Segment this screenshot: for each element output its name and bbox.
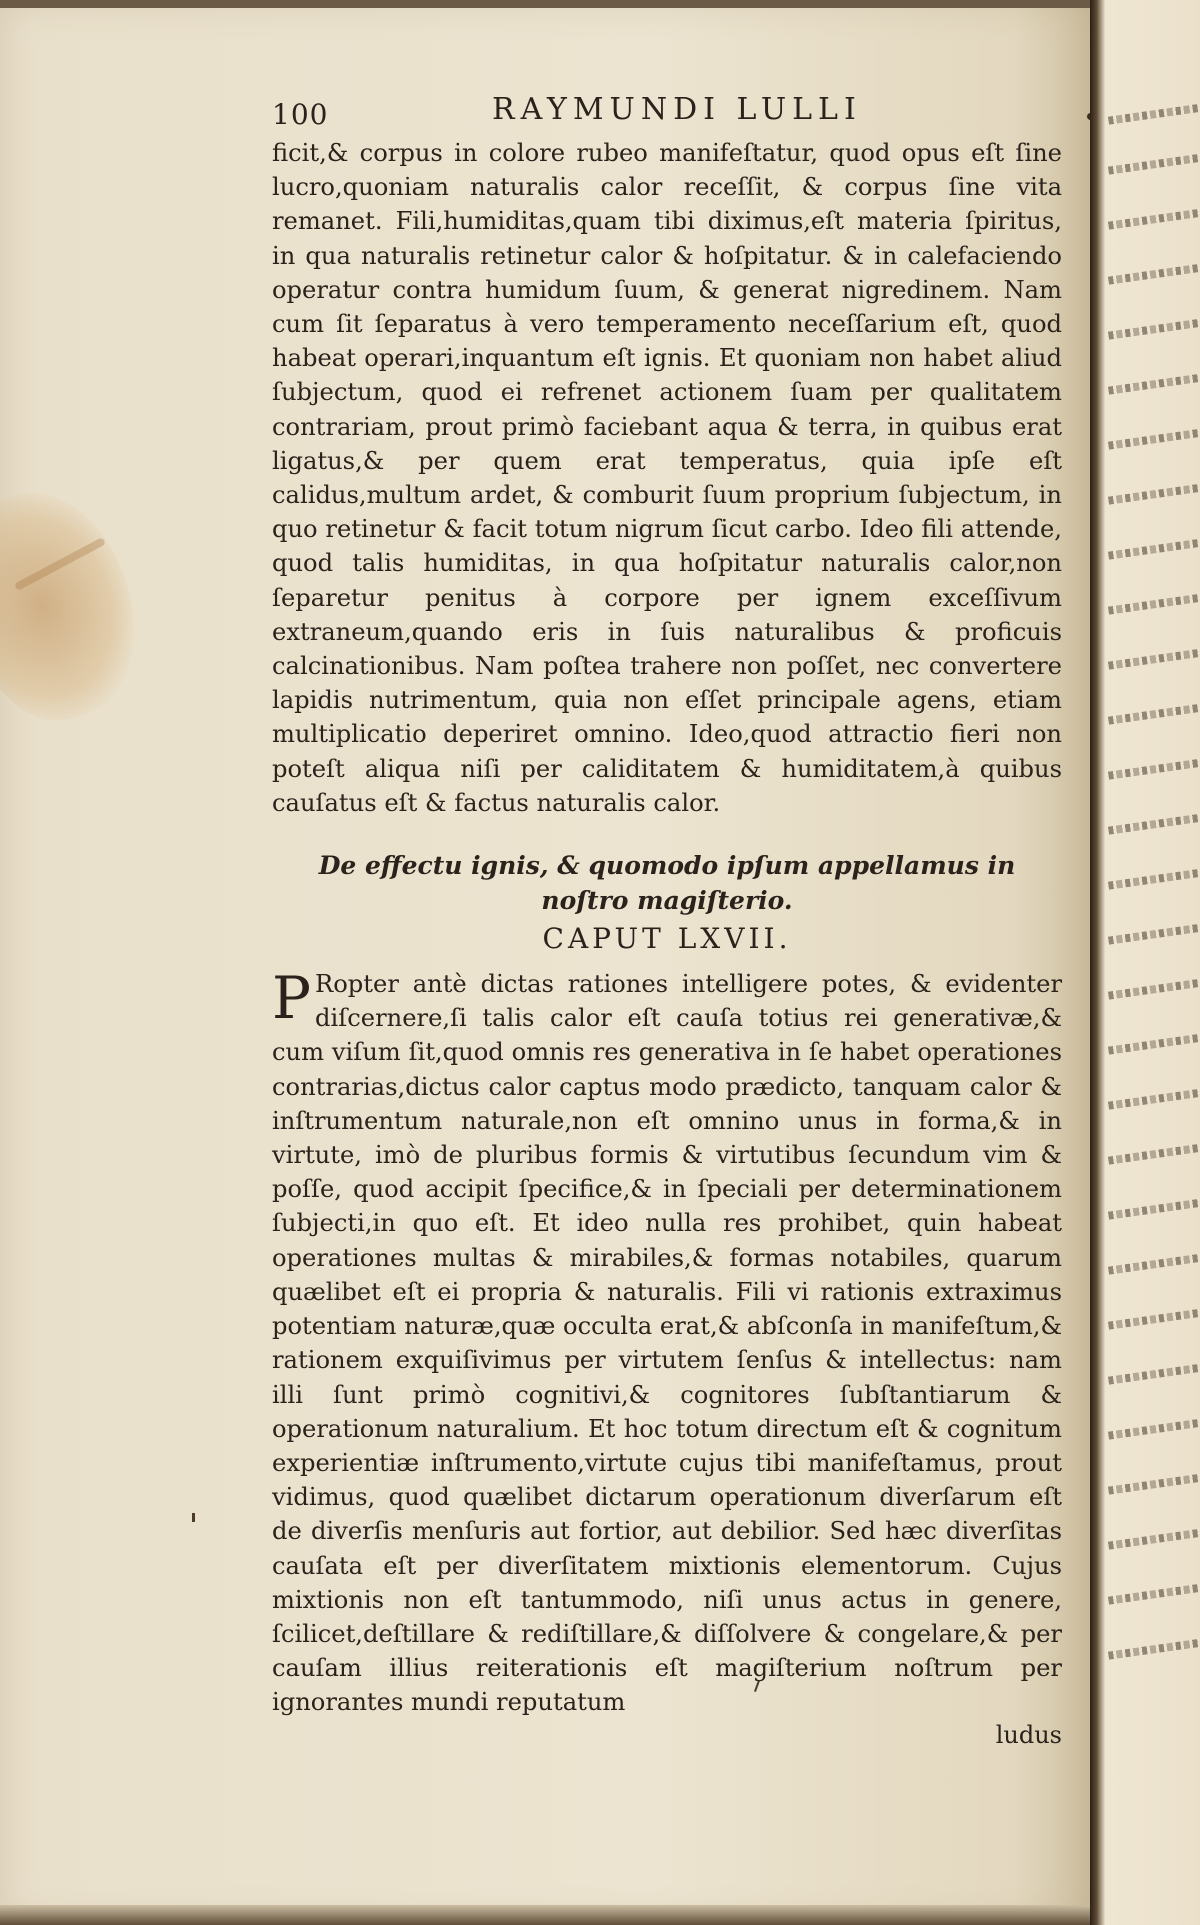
bleed-through-line [1108, 538, 1200, 559]
bleed-through-line [1108, 263, 1200, 284]
bleed-through-line [1108, 1253, 1200, 1274]
bleed-through-line [1108, 208, 1200, 229]
bleed-through-line [1108, 1088, 1200, 1109]
bleed-through-line [1108, 1473, 1200, 1494]
bleed-through-line [1108, 758, 1200, 779]
margin-mark [192, 1513, 195, 1522]
drop-cap: P [272, 964, 312, 1033]
wax-stain [0, 473, 157, 737]
bleed-through-line [1108, 1198, 1200, 1219]
bleed-through-line [1108, 648, 1200, 669]
page-top-edge [0, 0, 1090, 8]
bleed-through-line [1108, 813, 1200, 834]
bleed-through-line [1108, 1143, 1200, 1164]
chapter-number: CAPUT LXVII. [542, 922, 792, 956]
paragraph-2-text: Ropter antè dictas rationes intelligere potes, & evidenter diſcernere,ſi talis calor eſt cauſa totius rei generativæ,& cum viſum ſit,quod omnis res generativa in ſe habet operationes contrarias,dictus calor captus modo prædicto, tanquam calor & inſtrumentum naturale,non eſt omnino unus in forma,& in virtute, imò de pluribus formis & virtutibus ſecundum vim & poſſe, quod accipit ſpecifice,& in ſpeciali per determinationem ſubjecti,in quo eſt. Et ideo nulla res prohibet, quin habeat operationes multas & mirabiles,& formas notabiles, quarum quælibet eſt ei propria & naturalis. Fili vi rationis extraximus potentiam naturæ,quæ occulta erat,& abſconſa in manifeſtum,& rationem exquiſivimus per virtutem ſenſus & intellectus: nam illi ſunt primò cognitivi,& cognitores ſubſtantiarum & operationum naturalium. Et hoc totum directum eſt & cognitum experientiæ inſtrumento,virtute cujus tibi manifeſtamus, prout vidimus, quod quælibet dictarum operationum diverſarum eſt de diverſis menſuris aut fortior, aut debilior. Sed hæc diverſitas cauſata eſt per diverſitatem mixtionis elementorum. Cujus mixtionis non eſt tantummodo, niſi unus actus in genere, ſcilicet,deſtillare & rediſtillare,& diſſolvere & congelare,& per cauſam illius reiterationis eſt magiſterium noſtrum per ignorantes mundi reputatum [272, 970, 1062, 1717]
bleed-through-line [1108, 103, 1200, 124]
bleed-through-line [1108, 1033, 1200, 1054]
bleed-through-line [1108, 373, 1200, 394]
running-head [272, 92, 1062, 136]
paragraph-2 [272, 964, 1062, 1719]
bleed-through-line [1108, 978, 1200, 999]
bleed-through-line [1108, 1583, 1200, 1604]
bleed-through-line [1108, 703, 1200, 724]
bleed-through-line [1108, 1363, 1200, 1384]
bleed-through-line [1108, 428, 1200, 449]
running-title: RAYMUNDI LULLI [492, 92, 862, 127]
bleed-through-line [1108, 1308, 1200, 1329]
bleed-through-line [1108, 1528, 1200, 1549]
page-bottom-edge [0, 1905, 1090, 1925]
bleed-through-line [1108, 153, 1200, 174]
catchword: ludus [995, 1720, 1062, 1749]
bleed-through-line [1108, 1418, 1200, 1439]
bleed-through-line [1108, 1638, 1200, 1659]
bleed-through-line [1108, 593, 1200, 614]
text-block [272, 92, 1062, 1750]
bleed-through-line [1108, 868, 1200, 889]
bleed-through-line [1108, 318, 1200, 339]
bleed-through-line [1108, 483, 1200, 504]
paragraph-1: ficit,& corpus in colore rubeo manifeſtatur, quod opus eſt ſine lucro,quoniam naturalis calor receſſit, & corpus ſine vita remanet. Fili,humiditas,quam tibi diximus,eſt materia ſpiritus, in qua naturalis retinetur calor & hoſpitatur. & in calefaciendo operatur contra humidum ſuum, & generat nigredinem. Nam cum ſit ſeparatus à vero temperamento neceſſarium eſt, quod habeat operari,inquantum eſt ignis. Et quoniam non habet aliud ſubjectum, quod ei refrenet actionem ſuam per qualitatem contrariam, prout primò faciebant aqua & terra, in quibus erat ligatus,& per quem erat temperatus, quia ipſe eſt calidus,multum ardet, & comburit ſuum proprium ſubjectum, in quo retinetur & facit totum nigrum ſicut carbo. Ideo fili attende, quod talis humiditas, in qua hoſpitatur naturalis calor,non ſeparetur penitus à corpore per ignem exceſſivum extraneum,quando eris in ſuis naturalibus & proficuis calcinationibus. Nam poſtea trahere non poſſet, nec convertere lapidis nutrimentum, quia non eſſet principale agens, etiam multiplicatio deperiret omnino. Ideo,quod attractio fieri non poteſt aliqua niſi per caliditatem & humiditatem,à quibus cauſatus eſt & factus naturalis calor. [272, 139, 1062, 817]
facing-page-edge [1090, 0, 1200, 1925]
page-number: 100 [272, 98, 329, 131]
bleed-through-line [1108, 923, 1200, 944]
chapter-title: De effectu ignis, & quomodo ipſum appellamus in noſtro magiſterio. [318, 851, 1016, 916]
